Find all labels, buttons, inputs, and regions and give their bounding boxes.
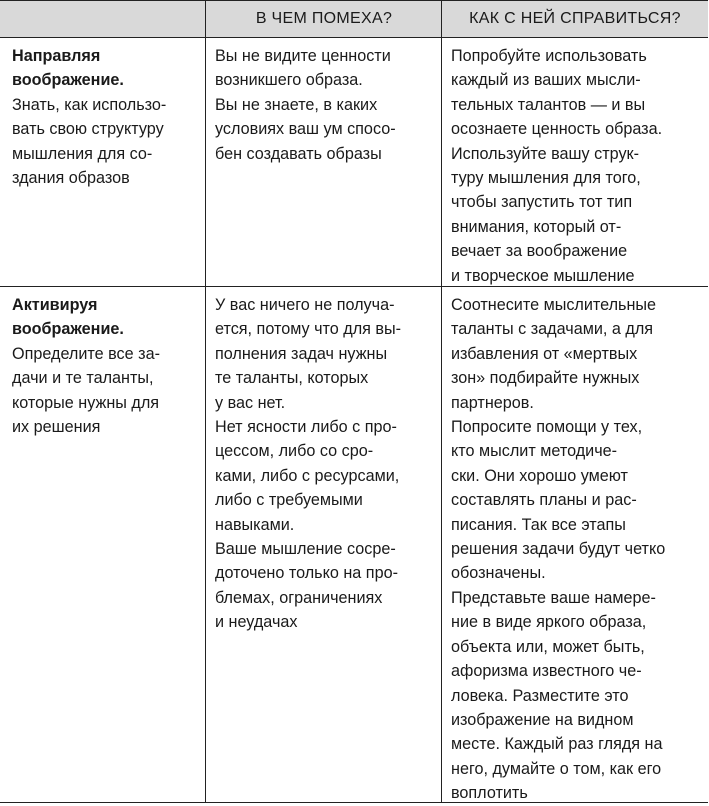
row-desc-line: их решения bbox=[12, 418, 101, 437]
solution-line: афоризма известного че- bbox=[451, 662, 642, 681]
solution-line: ски. Они хорошо умеют bbox=[451, 466, 628, 485]
solution-line: чтобы запустить тот тип bbox=[451, 193, 633, 212]
row-desc-line: мышления для со- bbox=[12, 144, 153, 163]
row-title-line: Активируя bbox=[12, 296, 98, 314]
row-1-solution bbox=[451, 44, 705, 288]
obstacle-line: У вас ничего не получа- bbox=[215, 296, 395, 314]
solution-line: зон» подбирайте нужных bbox=[451, 369, 640, 388]
row-desc-line: Знать, как использо- bbox=[12, 95, 167, 114]
obstacle-line: доточено только на про- bbox=[215, 564, 398, 583]
solution-line: и творческое мышление bbox=[451, 266, 635, 285]
solution-line: объекта или, может быть, bbox=[451, 637, 645, 656]
obstacle-line: ется, потому что для вы- bbox=[215, 320, 402, 339]
solution-line: изображение на видном bbox=[451, 710, 634, 729]
column-divider bbox=[441, 1, 442, 802]
row-desc-line: которые нужны для bbox=[12, 393, 160, 412]
obstacle-line: условиях ваш ум спосо- bbox=[215, 120, 396, 139]
solution-line: каждый из ваших мысли- bbox=[451, 71, 641, 90]
row-2-label bbox=[12, 293, 202, 439]
solution-line: писания. Так все этапы bbox=[451, 515, 626, 534]
obstacle-line: Вы не видите ценности bbox=[215, 47, 391, 65]
row-2-solution bbox=[451, 293, 705, 806]
row-desc-line: вать свою структуру bbox=[12, 120, 164, 139]
solution-line: ловека. Разместите это bbox=[451, 686, 629, 705]
row-desc-line: Определите все за- bbox=[12, 344, 160, 363]
obstacle-line: полнения задач нужны bbox=[215, 344, 388, 363]
obstacle-line: у вас нет. bbox=[215, 393, 286, 412]
row-1-label bbox=[12, 44, 202, 190]
solution-line: Соотнесите мыслительные bbox=[451, 296, 657, 314]
solution-line: ние в виде яркого образа, bbox=[451, 613, 647, 632]
row-desc-line: дачи и те таланты, bbox=[12, 369, 154, 388]
obstacle-line: Нет ясности либо с про- bbox=[215, 418, 397, 437]
header-obstacle: В ЧЕМ ПОМЕХА? bbox=[255, 10, 393, 27]
row-2-obstacle bbox=[215, 293, 439, 635]
column-divider bbox=[205, 1, 206, 802]
obstacle-line: цессом, либо со сро- bbox=[215, 442, 374, 461]
row-title-line: воображение. bbox=[12, 71, 124, 90]
solution-line: обозначены. bbox=[451, 564, 546, 583]
obstacle-line: возникшего образа. bbox=[215, 71, 363, 90]
obstacle-line: те таланты, которых bbox=[215, 369, 369, 388]
row-desc-line: здания образов bbox=[12, 169, 130, 188]
solution-line: кто мыслит методиче- bbox=[451, 442, 618, 461]
obstacle-line: Вы не знаете, в каких bbox=[215, 95, 378, 114]
solution-line: Представьте ваше намере- bbox=[451, 588, 656, 607]
solution-line: туру мышления для того, bbox=[451, 169, 641, 188]
solution-line: осознаете ценность образа. bbox=[451, 120, 663, 139]
header-divider bbox=[0, 37, 708, 38]
solution-line: решения задачи будут четко bbox=[451, 540, 666, 559]
row-title-line: Направляя bbox=[12, 47, 101, 65]
row-1-obstacle bbox=[215, 44, 439, 166]
solution-line: таланты с задачами, а для bbox=[451, 320, 654, 339]
solution-line: Попробуйте использовать bbox=[451, 47, 647, 65]
solution-line: партнеров. bbox=[451, 393, 534, 412]
solution-line: внимания, который от- bbox=[451, 217, 622, 236]
solution-line: Попросите помощи у тех, bbox=[451, 418, 643, 437]
solution-line: него, думайте о том, как его bbox=[451, 759, 662, 778]
header-solution: КАК С НЕЙ СПРАВИТЬСЯ? bbox=[469, 10, 681, 27]
solution-line: месте. Каждый раз глядя на bbox=[451, 735, 663, 754]
solution-line: тельных талантов — и вы bbox=[451, 95, 646, 114]
solution-line: составлять планы и рас- bbox=[451, 491, 637, 510]
solution-line: воплотить bbox=[451, 784, 528, 803]
obstacle-line: Ваше мышление сосре- bbox=[215, 540, 396, 559]
solution-line: Используйте вашу струк- bbox=[451, 144, 640, 163]
obstacle-line: и неудачах bbox=[215, 613, 298, 632]
obstacle-line: навыками. bbox=[215, 515, 295, 534]
obstacle-line: ками, либо с ресурсами, bbox=[215, 466, 400, 485]
table-header bbox=[0, 1, 708, 38]
solution-line: вечает за воображение bbox=[451, 242, 628, 261]
obstacle-line: блемах, ограничениях bbox=[215, 588, 383, 607]
solution-line: избавления от «мертвых bbox=[451, 344, 638, 363]
obstacle-line: либо с требуемыми bbox=[215, 491, 363, 510]
row-title-line: воображение. bbox=[12, 320, 124, 339]
obstacle-line: бен создавать образы bbox=[215, 144, 382, 163]
